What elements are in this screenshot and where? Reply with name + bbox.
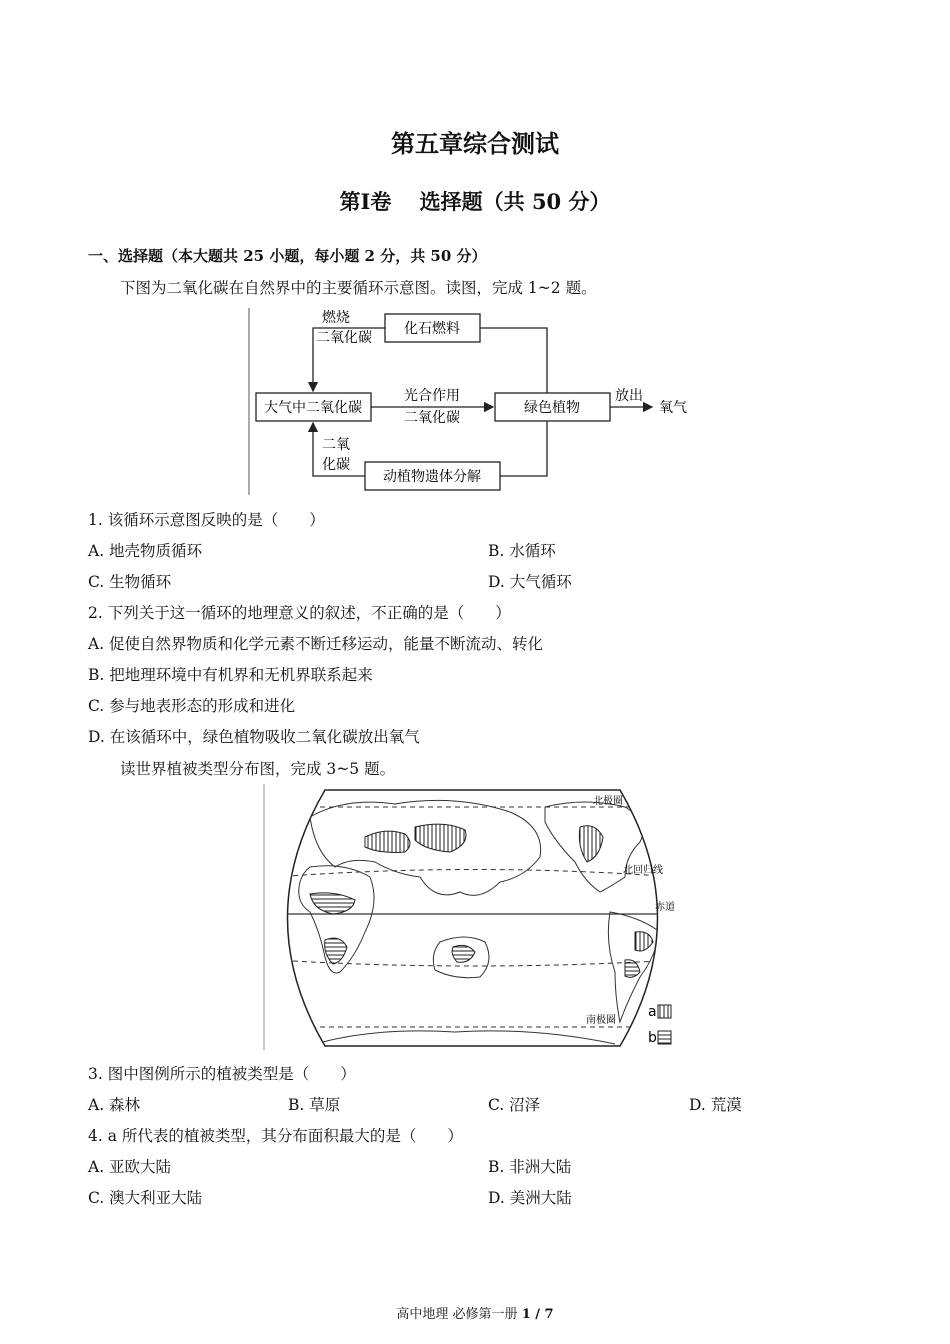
- q4-option-a: A. 亚欧大陆: [88, 1158, 172, 1176]
- decompose-label: 动植物遗体分解: [383, 469, 481, 485]
- q1-option-b: B. 水循环: [488, 542, 556, 560]
- q1-option-d: D. 大气循环: [488, 573, 572, 591]
- burn-co2-label: 二氧化碳: [316, 330, 372, 346]
- atmosphere-co2-label: 大气中二氧化碳: [264, 400, 362, 416]
- legend-b-swatch: [658, 1031, 671, 1044]
- intro-text-2: 读世界植被类型分布图，完成 3~5 题。: [120, 760, 396, 778]
- photosynthesis-co2-label: 二氧化碳: [404, 410, 460, 426]
- q2-option-b: B. 把地理环境中有机界和无机界联系起来: [88, 666, 373, 684]
- tropic-north-label: 北回归线: [623, 865, 663, 876]
- release-label: 放出: [615, 388, 643, 404]
- q3-option-b: B. 草原: [288, 1096, 341, 1114]
- photosynthesis-label: 光合作用: [404, 388, 460, 404]
- co2-label-line2: 化碳: [322, 457, 350, 473]
- region-a-eurasia-west: [365, 831, 410, 852]
- footer-page-number: 1 / 7: [521, 1307, 554, 1322]
- q2-option-d: D. 在该循环中，绿色植物吸收二氧化碳放出氧气: [88, 728, 420, 746]
- q2-option-c: C. 参与地表形态的形成和进化: [88, 697, 296, 715]
- q3-option-d: D. 荒漠: [689, 1096, 742, 1114]
- legend-a-label: a: [648, 1004, 657, 1020]
- page-footer: [0, 1303, 950, 1322]
- arctic-circle-label: 北极圈: [593, 796, 623, 807]
- q4-option-b: B. 非洲大陆: [488, 1158, 572, 1176]
- footer-text: 高中地理 必修第一册: [396, 1307, 522, 1322]
- page-title: 第五章综合测试: [391, 129, 559, 158]
- oxygen-label: 氧气: [659, 400, 687, 416]
- map-frame: [288, 790, 658, 1046]
- q1-option-a: A. 地壳物质循环: [88, 542, 203, 560]
- q1-option-c: C. 生物循环: [88, 573, 172, 591]
- green-plants-label: 绿色植物: [524, 400, 580, 416]
- question-2: 2. 下列关于这一循环的地理意义的叙述，不正确的是（ ）: [88, 604, 511, 622]
- co2-label-line1: 二氧: [322, 437, 350, 453]
- q2-option-a: A. 促使自然界物质和化学元素不断迁移运动，能量不断流动、转化: [88, 635, 544, 653]
- carbon-cycle-diagram: [240, 303, 710, 498]
- q4-option-d: D. 美洲大陆: [488, 1189, 572, 1207]
- intro-text-1: 下图为二氧化碳在自然界中的主要循环示意图。读图，完成 1~2 题。: [120, 279, 597, 297]
- plants-to-fuel-line: [480, 328, 547, 393]
- burn-label: 燃烧: [322, 310, 350, 326]
- section-subtitle: 第Ⅰ卷 选择题（共 50 分）: [339, 189, 611, 214]
- legend-b-label: b: [648, 1030, 657, 1046]
- question-3: 3. 图中图例所示的植被类型是（ ）: [88, 1065, 356, 1083]
- question-1: 1. 该循环示意图反映的是（ ）: [88, 511, 325, 529]
- fossil-fuel-label: 化石燃料: [404, 321, 460, 337]
- legend-a-swatch: [658, 1005, 671, 1018]
- antarctic-circle-label: 南极圈: [586, 1015, 616, 1026]
- plants-to-decompose-line: [500, 421, 547, 476]
- section-heading: 一、选择题（本大题共 25 小题，每小题 2 分，共 50 分）: [88, 247, 487, 265]
- equator-label: 赤道: [655, 902, 675, 913]
- q3-option-c: C. 沼泽: [488, 1096, 541, 1114]
- world-vegetation-map: [255, 782, 695, 1054]
- q3-option-a: A. 森林: [88, 1096, 141, 1114]
- map-legend: [648, 1004, 671, 1046]
- q4-option-c: C. 澳大利亚大陆: [88, 1189, 203, 1207]
- question-4: 4. a 所代表的植被类型，其分布面积最大的是（ ）: [88, 1127, 463, 1145]
